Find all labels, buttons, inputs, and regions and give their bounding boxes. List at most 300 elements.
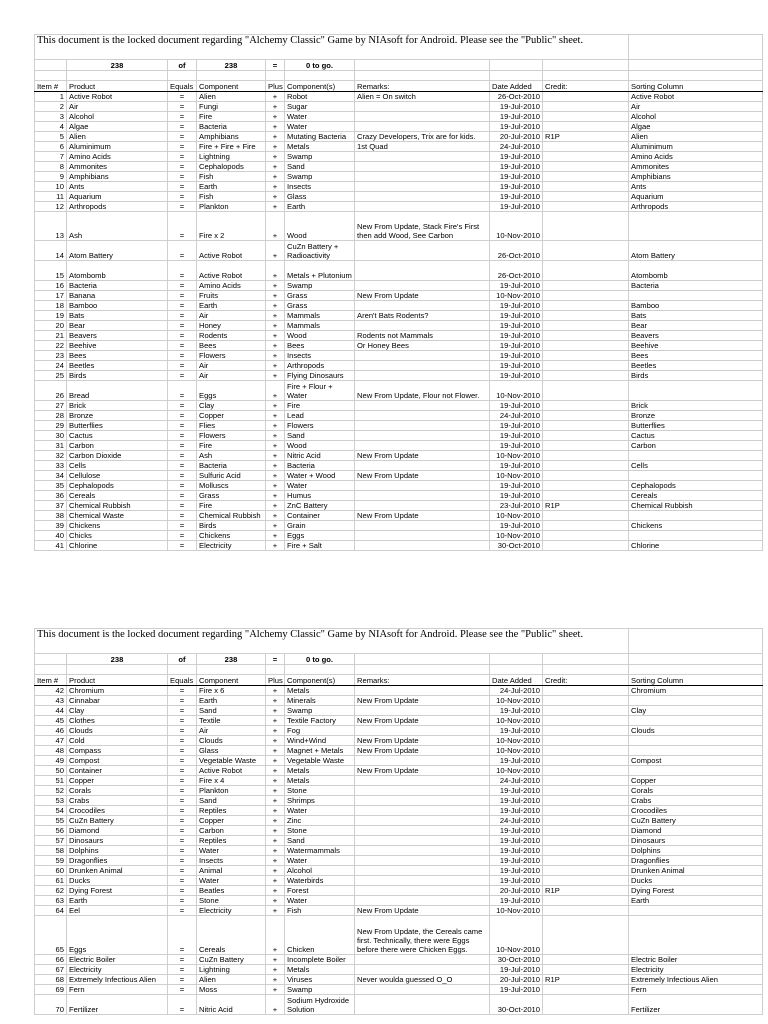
product-cell: Ants [67, 182, 168, 192]
remarks-cell: New From Update, Stack Fire's First then add Wood, See Carbon [355, 212, 490, 241]
summary-eq: = [266, 60, 285, 71]
plus-cell: + [266, 301, 285, 311]
remarks-cell [355, 481, 490, 491]
product-cell: Aluminimum [67, 142, 168, 152]
sorting-cell: Atom Battery [629, 241, 763, 261]
component-cell: Insects [197, 856, 266, 866]
component-cell: Earth [197, 182, 266, 192]
components-cell: Earth [285, 202, 355, 212]
plus-cell: + [266, 756, 285, 766]
table-row [35, 361, 763, 371]
plus-cell: + [266, 866, 285, 876]
sorting-cell: Cephalopods [629, 481, 763, 491]
equals-cell: = [168, 401, 197, 411]
credit-cell [543, 311, 629, 321]
table-row [35, 441, 763, 451]
plus-cell: + [266, 361, 285, 371]
component-cell: Cereals [197, 916, 266, 955]
sorting-cell [629, 746, 763, 756]
remarks-cell [355, 686, 490, 696]
equals-cell: = [168, 826, 197, 836]
component-cell: Air [197, 371, 266, 381]
component-cell: Sulfuric Acid [197, 471, 266, 481]
product-cell: Carbon [67, 441, 168, 451]
header-product: Product [67, 81, 168, 92]
summary-of: of [168, 60, 197, 71]
remarks-cell [355, 202, 490, 212]
plus-cell: + [266, 511, 285, 521]
header-credit: Credit: [543, 675, 629, 686]
remarks-cell: New From Update, the Cereals came first. Technically, there were Eggs before there were Chicken Eggs. [355, 916, 490, 955]
table-row [35, 836, 763, 846]
remarks-cell [355, 955, 490, 965]
plus-cell: + [266, 736, 285, 746]
remarks-cell: Crazy Developers, Trix are for kids. [355, 132, 490, 142]
summary-togo: 0 to go. [285, 654, 355, 665]
sorting-cell: Aluminimum [629, 142, 763, 152]
credit-cell [543, 192, 629, 202]
component-cell: Bees [197, 341, 266, 351]
equals-cell: = [168, 341, 197, 351]
components-cell: Stone [285, 786, 355, 796]
product-cell: Electricity [67, 965, 168, 975]
equals-cell: = [168, 321, 197, 331]
plus-cell: + [266, 421, 285, 431]
components-cell: Robot [285, 92, 355, 102]
product-cell: Eggs [67, 916, 168, 955]
product-cell: Fertilizer [67, 995, 168, 1015]
item-number: 28 [35, 411, 67, 421]
plus-cell: + [266, 955, 285, 965]
item-number: 24 [35, 361, 67, 371]
item-number: 51 [35, 776, 67, 786]
component-cell: Fungi [197, 102, 266, 112]
plus-cell: + [266, 985, 285, 995]
equals-cell: = [168, 152, 197, 162]
plus-cell: + [266, 995, 285, 1015]
component-cell: Reptiles [197, 806, 266, 816]
components-cell: Textile Factory [285, 716, 355, 726]
header-components: Component(s) [285, 81, 355, 92]
component-cell: Lightning [197, 965, 266, 975]
remarks-cell [355, 886, 490, 896]
plus-cell: + [266, 896, 285, 906]
sheet-page-2 [34, 628, 762, 1015]
sorting-cell: Algae [629, 122, 763, 132]
item-number: 33 [35, 461, 67, 471]
component-cell: Water [197, 876, 266, 886]
component-cell: Electricity [197, 906, 266, 916]
equals-cell: = [168, 421, 197, 431]
item-number: 31 [35, 441, 67, 451]
components-cell: Glass [285, 192, 355, 202]
item-number: 3 [35, 112, 67, 122]
product-cell: Amphibians [67, 172, 168, 182]
table-row [35, 451, 763, 461]
item-number: 35 [35, 481, 67, 491]
sorting-cell: Corals [629, 786, 763, 796]
table-row [35, 301, 763, 311]
components-cell: Watermammals [285, 846, 355, 856]
credit-cell [543, 102, 629, 112]
item-number: 9 [35, 172, 67, 182]
header-plus: Plus [266, 675, 285, 686]
remarks-cell [355, 401, 490, 411]
summary-total: 238 [67, 654, 168, 665]
remarks-cell [355, 351, 490, 361]
plus-cell: + [266, 281, 285, 291]
components-cell: Stone [285, 826, 355, 836]
item-number: 66 [35, 955, 67, 965]
equals-cell: = [168, 796, 197, 806]
product-cell: Bronze [67, 411, 168, 421]
equals-cell: = [168, 716, 197, 726]
remarks-cell [355, 172, 490, 182]
date-cell: 10-Nov-2010 [490, 451, 543, 461]
summary-eq: = [266, 654, 285, 665]
item-number: 8 [35, 162, 67, 172]
sorting-cell: Bees [629, 351, 763, 361]
credit-cell [543, 281, 629, 291]
credit-cell [543, 321, 629, 331]
date-cell: 19-Jul-2010 [490, 401, 543, 411]
product-cell: Chemical Waste [67, 511, 168, 521]
equals-cell: = [168, 182, 197, 192]
notice-row [35, 35, 763, 60]
components-cell: Forest [285, 886, 355, 896]
credit-cell [543, 965, 629, 975]
component-cell: Air [197, 311, 266, 321]
plus-cell: + [266, 806, 285, 816]
header-equals: Equals [168, 81, 197, 92]
credit-cell [543, 331, 629, 341]
plus-cell: + [266, 521, 285, 531]
table-row [35, 281, 763, 291]
credit-cell [543, 481, 629, 491]
component-cell: Fire x 6 [197, 686, 266, 696]
item-number: 48 [35, 746, 67, 756]
plus-cell: + [266, 836, 285, 846]
date-cell: 24-Jul-2010 [490, 411, 543, 421]
header-equals: Equals [168, 675, 197, 686]
credit-cell [543, 541, 629, 551]
component-cell: Earth [197, 696, 266, 706]
component-cell: Amphibians [197, 132, 266, 142]
components-cell: Swamp [285, 152, 355, 162]
remarks-cell [355, 756, 490, 766]
component-cell: Reptiles [197, 836, 266, 846]
plus-cell: + [266, 706, 285, 716]
table-row [35, 401, 763, 411]
remarks-cell: New From Update [355, 716, 490, 726]
component-cell: Fire [197, 501, 266, 511]
remarks-cell [355, 321, 490, 331]
components-cell: Nitric Acid [285, 451, 355, 461]
table-row [35, 241, 763, 261]
date-cell: 26-Oct-2010 [490, 241, 543, 261]
credit-cell [543, 916, 629, 955]
plus-cell: + [266, 431, 285, 441]
credit-cell: R1P [543, 132, 629, 142]
credit-cell [543, 122, 629, 132]
item-number: 57 [35, 836, 67, 846]
product-cell: Ducks [67, 876, 168, 886]
item-number: 14 [35, 241, 67, 261]
date-cell: 19-Jul-2010 [490, 152, 543, 162]
component-cell: Fire x 2 [197, 212, 266, 241]
summary-togo: 0 to go. [285, 60, 355, 71]
component-cell: Active Robot [197, 241, 266, 261]
equals-cell: = [168, 696, 197, 706]
component-cell: Molluscs [197, 481, 266, 491]
equals-cell: = [168, 985, 197, 995]
item-number: 38 [35, 511, 67, 521]
plus-cell: + [266, 122, 285, 132]
product-cell: Cinnabar [67, 696, 168, 706]
sorting-cell: Bear [629, 321, 763, 331]
product-cell: Chromium [67, 686, 168, 696]
credit-cell [543, 521, 629, 531]
components-cell: Shrimps [285, 796, 355, 806]
product-cell: Carbon Dioxide [67, 451, 168, 461]
table-row [35, 501, 763, 511]
components-cell: Fog [285, 726, 355, 736]
credit-cell [543, 112, 629, 122]
plus-cell: + [266, 411, 285, 421]
table-row [35, 706, 763, 716]
credit-cell [543, 896, 629, 906]
date-cell: 19-Jul-2010 [490, 521, 543, 531]
date-cell: 19-Jul-2010 [490, 331, 543, 341]
sorting-cell: Bacteria [629, 281, 763, 291]
components-cell: Metals [285, 776, 355, 786]
plus-cell: + [266, 826, 285, 836]
equals-cell: = [168, 371, 197, 381]
product-cell: Dying Forest [67, 886, 168, 896]
table-row [35, 896, 763, 906]
product-cell: Clouds [67, 726, 168, 736]
component-cell: Lightning [197, 152, 266, 162]
sorting-cell: Compost [629, 756, 763, 766]
item-number: 27 [35, 401, 67, 411]
remarks-cell [355, 431, 490, 441]
product-cell: Algae [67, 122, 168, 132]
sorting-cell: Brick [629, 401, 763, 411]
components-cell: Fire + Salt [285, 541, 355, 551]
sorting-cell: Beavers [629, 331, 763, 341]
components-cell: Sand [285, 836, 355, 846]
equals-cell: = [168, 906, 197, 916]
components-cell: Swamp [285, 281, 355, 291]
date-cell: 24-Jul-2010 [490, 816, 543, 826]
date-cell: 19-Jul-2010 [490, 361, 543, 371]
equals-cell: = [168, 686, 197, 696]
equals-cell: = [168, 786, 197, 796]
table-row [35, 381, 763, 401]
credit-cell [543, 152, 629, 162]
components-cell: Zinc [285, 816, 355, 826]
components-cell: Wind+Wind [285, 736, 355, 746]
equals-cell: = [168, 491, 197, 501]
components-cell: Metals + Plutonium [285, 261, 355, 281]
credit-cell [543, 431, 629, 441]
remarks-cell [355, 361, 490, 371]
components-cell: Swamp [285, 706, 355, 716]
sorting-cell: Birds [629, 371, 763, 381]
remarks-cell [355, 152, 490, 162]
equals-cell: = [168, 531, 197, 541]
date-cell: 19-Jul-2010 [490, 985, 543, 995]
plus-cell: + [266, 916, 285, 955]
date-cell: 24-Jul-2010 [490, 142, 543, 152]
column-header-row [35, 81, 763, 92]
item-number: 56 [35, 826, 67, 836]
components-cell: Waterbirds [285, 876, 355, 886]
component-cell: Rodents [197, 331, 266, 341]
credit-cell [543, 451, 629, 461]
date-cell: 30-Oct-2010 [490, 955, 543, 965]
credit-cell [543, 696, 629, 706]
sorting-cell: Bats [629, 311, 763, 321]
product-cell: Dolphins [67, 846, 168, 856]
remarks-cell [355, 816, 490, 826]
item-number: 34 [35, 471, 67, 481]
header-sorting: Sorting Column [629, 675, 763, 686]
date-cell: 19-Jul-2010 [490, 172, 543, 182]
plus-cell: + [266, 371, 285, 381]
header-component: Component [197, 81, 266, 92]
equals-cell: = [168, 172, 197, 182]
equals-cell: = [168, 212, 197, 241]
credit-cell [543, 726, 629, 736]
components-cell: Flowers [285, 421, 355, 431]
item-number: 18 [35, 301, 67, 311]
sorting-cell [629, 906, 763, 916]
product-cell: Crabs [67, 796, 168, 806]
product-cell: Beavers [67, 331, 168, 341]
credit-cell [543, 172, 629, 182]
sorting-cell: Beetles [629, 361, 763, 371]
components-cell: Arthropods [285, 361, 355, 371]
remarks-cell [355, 965, 490, 975]
date-cell: 30-Oct-2010 [490, 995, 543, 1015]
item-number: 12 [35, 202, 67, 212]
table-row [35, 261, 763, 281]
product-cell: Cereals [67, 491, 168, 501]
credit-cell [543, 766, 629, 776]
credit-cell [543, 261, 629, 281]
plus-cell: + [266, 876, 285, 886]
notice-row [35, 629, 763, 654]
product-cell: Container [67, 766, 168, 776]
item-number: 53 [35, 796, 67, 806]
alchemy-table [34, 34, 763, 551]
table-row [35, 726, 763, 736]
plus-cell: + [266, 192, 285, 202]
remarks-cell [355, 461, 490, 471]
credit-cell [543, 411, 629, 421]
item-number: 46 [35, 726, 67, 736]
component-cell: Animal [197, 866, 266, 876]
sorting-cell: Fern [629, 985, 763, 995]
equals-cell: = [168, 896, 197, 906]
header-date: Date Added [490, 81, 543, 92]
remarks-cell [355, 866, 490, 876]
date-cell: 10-Nov-2010 [490, 696, 543, 706]
components-cell: Fish [285, 906, 355, 916]
product-cell: Eel [67, 906, 168, 916]
equals-cell: = [168, 541, 197, 551]
credit-cell [543, 706, 629, 716]
product-cell: Fern [67, 985, 168, 995]
components-cell: Sand [285, 162, 355, 172]
product-cell: Atom Battery [67, 241, 168, 261]
remarks-cell: Aren't Bats Rodents? [355, 311, 490, 321]
product-cell: Cactus [67, 431, 168, 441]
equals-cell: = [168, 846, 197, 856]
components-cell: Water [285, 122, 355, 132]
components-cell: Metals [285, 965, 355, 975]
product-cell: Dinosaurs [67, 836, 168, 846]
product-cell: Alien [67, 132, 168, 142]
item-number: 58 [35, 846, 67, 856]
plus-cell: + [266, 491, 285, 501]
sorting-cell: Aquarium [629, 192, 763, 202]
item-number: 1 [35, 92, 67, 102]
component-cell: Fire [197, 112, 266, 122]
sorting-cell: Electric Boiler [629, 955, 763, 965]
date-cell: 19-Jul-2010 [490, 796, 543, 806]
plus-cell: + [266, 965, 285, 975]
component-cell: Fire [197, 441, 266, 451]
equals-cell: = [168, 916, 197, 955]
table-row [35, 431, 763, 441]
component-cell: Vegetable Waste [197, 756, 266, 766]
header-product: Product [67, 675, 168, 686]
equals-cell: = [168, 766, 197, 776]
sorting-cell [629, 916, 763, 955]
item-number: 30 [35, 431, 67, 441]
equals-cell: = [168, 746, 197, 756]
item-number: 11 [35, 192, 67, 202]
plus-cell: + [266, 696, 285, 706]
date-cell: 19-Jul-2010 [490, 182, 543, 192]
components-cell: Flying Dinosaurs [285, 371, 355, 381]
component-cell: Flies [197, 421, 266, 431]
table-row [35, 351, 763, 361]
product-cell: Compost [67, 756, 168, 766]
remarks-cell: New From Update [355, 451, 490, 461]
item-number: 22 [35, 341, 67, 351]
sorting-cell: Active Robot [629, 92, 763, 102]
item-number: 5 [35, 132, 67, 142]
column-header-row [35, 675, 763, 686]
date-cell: 10-Nov-2010 [490, 746, 543, 756]
item-number: 2 [35, 102, 67, 112]
table-row [35, 786, 763, 796]
components-cell: Mammals [285, 321, 355, 331]
plus-cell: + [266, 531, 285, 541]
plus-cell: + [266, 461, 285, 471]
table-row [35, 182, 763, 192]
table-row [35, 132, 763, 142]
product-cell: Atombomb [67, 261, 168, 281]
remarks-cell [355, 806, 490, 816]
product-cell: CuZn Battery [67, 816, 168, 826]
components-cell: Bacteria [285, 461, 355, 471]
component-cell: Active Robot [197, 261, 266, 281]
components-cell: Insects [285, 351, 355, 361]
